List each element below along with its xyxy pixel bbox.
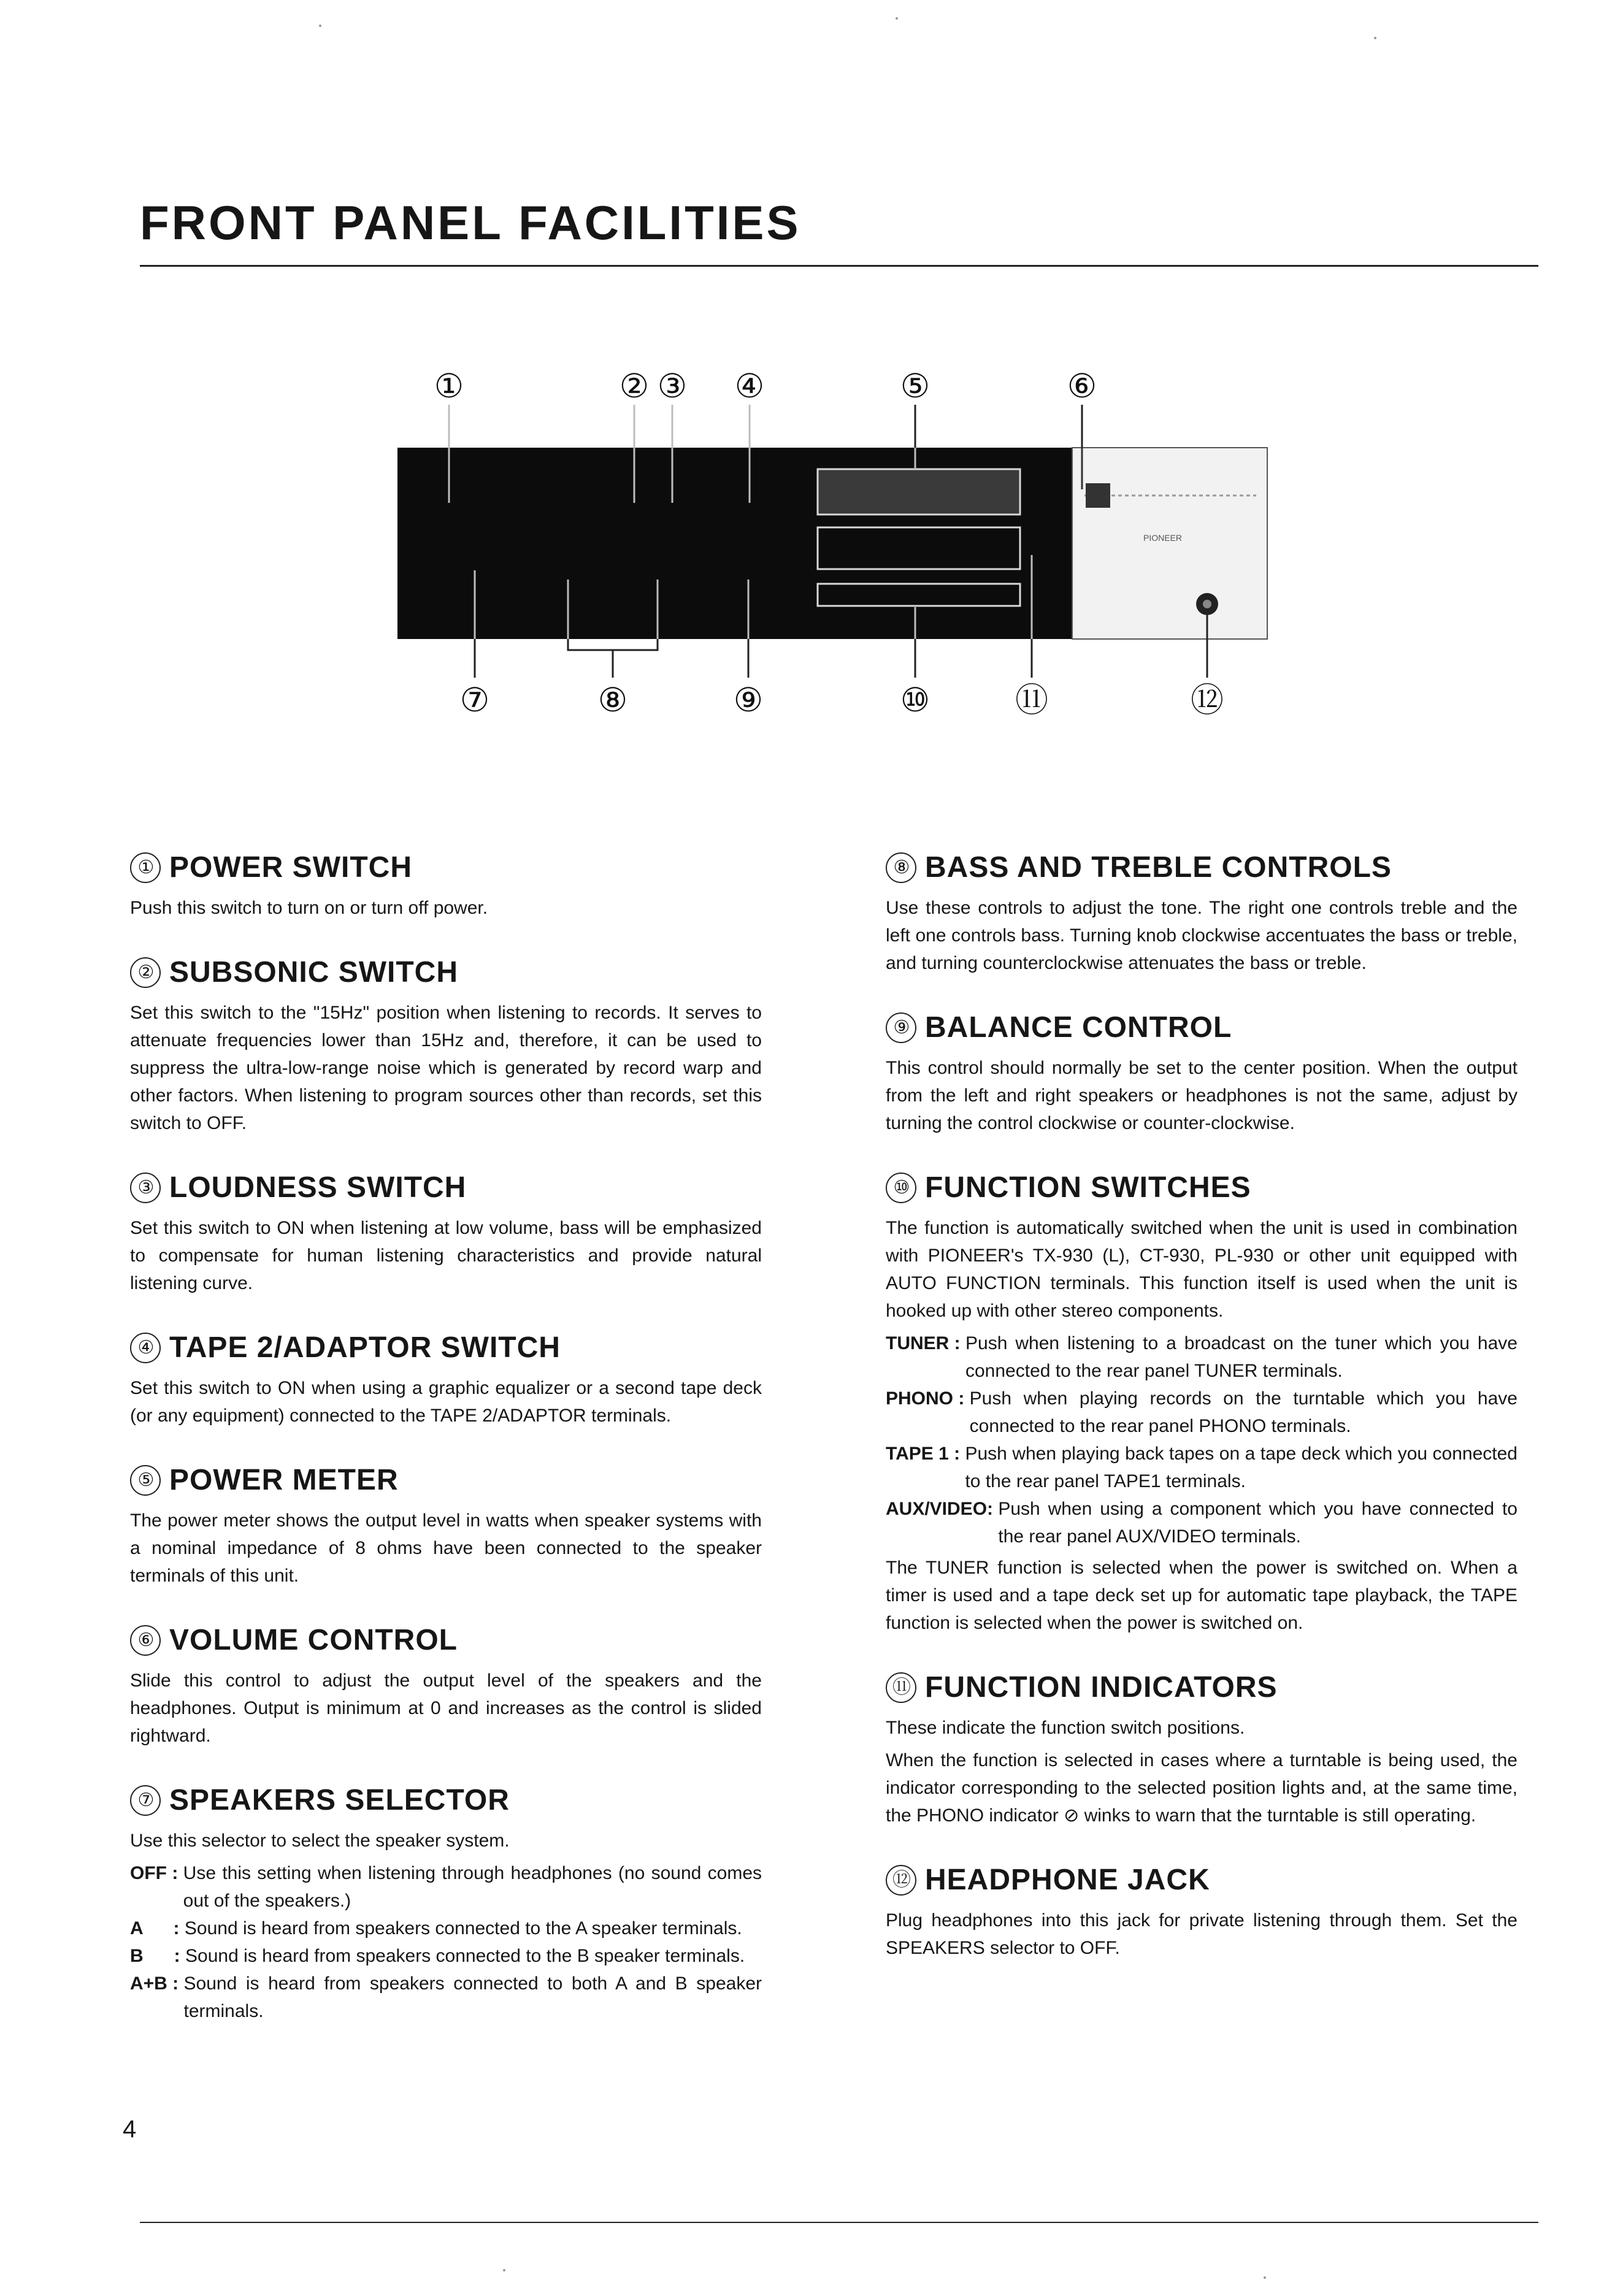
definition-term: AUX/VIDEO: (886, 1499, 999, 1519)
section (886, 1012, 1517, 1137)
section-title: HEADPHONE JACK (925, 1864, 1210, 1896)
page-number: 4 (123, 2116, 137, 2143)
definition-term: TUNER : (886, 1333, 965, 1353)
section-title: BASS AND TREBLE CONTROLS (925, 851, 1392, 884)
definition-desc: Sound is heard from speakers connected to the B speaker terminals. (185, 1946, 745, 1966)
section-title: FUNCTION INDICATORS (925, 1671, 1278, 1704)
section-title: FUNCTION SWITCHES (925, 1171, 1251, 1204)
definition-row (886, 1330, 1517, 1385)
amplifier-panel-light (1072, 448, 1267, 639)
scan-speck (1374, 37, 1376, 39)
section-paragraph: Use this selector to select the speaker system. (130, 1831, 510, 1851)
function-switch-window (818, 584, 1020, 606)
callout-2: ② (619, 368, 650, 405)
definition-row (130, 1915, 762, 1942)
top-leader-lines-outside (915, 405, 1082, 448)
definition-list (886, 1330, 1517, 1550)
bottom-callouts (460, 682, 1224, 719)
scan-speck (503, 2269, 505, 2271)
section-heading (886, 1012, 1517, 1043)
section-heading (130, 1625, 762, 1656)
section (130, 1333, 762, 1429)
definition-desc: Use this setting when listening through headphones (no sound comes out of the speakers.) (183, 1863, 762, 1911)
brand-logo: PIONEER (1143, 533, 1183, 543)
definition-term: A : (130, 1918, 185, 1938)
definition-row (886, 1440, 1517, 1495)
section-number: ② (130, 957, 161, 988)
section (886, 1865, 1517, 1962)
callout-12: ⑫ (1191, 682, 1224, 719)
section-number: ⑧ (886, 852, 916, 883)
section-paragraph: Slide this control to adjust the output level of the speakers and the headphones. Output is minimum at 0 and increases as the control is slided rightward. (130, 1670, 762, 1746)
section-number: ⑨ (886, 1012, 916, 1043)
definition-term: B : (130, 1946, 185, 1966)
section-number: ⑥ (130, 1625, 161, 1656)
definition-desc: Push when listening to a broadcast on the tuner which you have connected to the rear panel TUNER terminals. (965, 1333, 1517, 1381)
section-number: ⑫ (886, 1865, 916, 1896)
section-heading (130, 1333, 762, 1363)
section-paragraph: The power meter shows the output level in watts when speaker systems with a nominal impedance of 8 ohms have been connected to the speaker terminals of this unit. (130, 1510, 762, 1586)
callout-4: ④ (734, 368, 765, 405)
section-paragraph: Plug headphones into this jack for private listening through them. Set the SPEAKERS selector to OFF. (886, 1910, 1517, 1958)
callout-9: ⑨ (733, 682, 764, 719)
section-heading (886, 1672, 1517, 1703)
definition-term: TAPE 1 : (886, 1444, 965, 1464)
callout-6: ⑥ (1067, 368, 1097, 405)
callout-5: ⑤ (900, 368, 930, 405)
page-title: FRONT PANEL FACILITIES (140, 196, 801, 250)
section-heading (886, 1865, 1517, 1896)
section-paragraph: Set this switch to ON when listening at low volume, bass will be emphasized to compensate for human listening characteristics and provide natural listening curve. (130, 1218, 762, 1293)
section-number: ③ (130, 1173, 161, 1203)
callout-3: ③ (657, 368, 688, 405)
section-paragraph: This control should normally be set to the center position. When the output from the left and right speakers or headphones is not the same, adjust by turning the control clockwise or counter-clockwise. (886, 1058, 1517, 1133)
callout-10: ⑩ (900, 682, 930, 719)
section-paragraph: When the function is selected in cases where a turntable is being used, the indicator corresponding to the selected position lights and, at the same time, the PHONO indicator ⊘ winks to warn that the turntable is still operating. (886, 1750, 1517, 1826)
top-callouts (434, 368, 1097, 405)
definition-row (886, 1495, 1517, 1550)
definition-desc: Sound is heard from speakers connected to both A and B speaker terminals. (183, 1973, 762, 2021)
definition-term: PHONO : (886, 1388, 970, 1409)
definition-row (130, 1859, 762, 1915)
left-column (130, 852, 762, 2061)
right-column (886, 852, 1517, 1997)
definition-desc: Push when using a component which you have connected to the rear panel AUX/VIDEO terminals. (998, 1499, 1517, 1547)
definition-desc: Push when playing records on the turntable which you have connected to the rear panel PHONO terminals. (969, 1388, 1517, 1436)
definition-row (130, 1942, 762, 1970)
section (130, 1785, 762, 2025)
callout-11: ⑪ (1015, 682, 1048, 719)
section-heading (886, 1173, 1517, 1203)
section (130, 1625, 762, 1750)
section (886, 1173, 1517, 1637)
section-title: TAPE 2/ADAPTOR SWITCH (169, 1331, 561, 1364)
section-paragraph: The TUNER function is selected when the power is switched on. When a timer is used and a tape deck set up for automatic tape playback, the TAPE function is selected when the power is switched on. (886, 1558, 1517, 1633)
section-number: ④ (130, 1333, 161, 1363)
section-number: ⑦ (130, 1785, 161, 1816)
definition-desc: Push when playing back tapes on a tape deck which you connected to the rear panel TAPE1 terminals. (965, 1444, 1517, 1491)
section-paragraph: The function is automatically switched when the unit is used in combination with PIONEER's TX-930 (L), CT-930, PL-930 or other unit equipped with AUTO FUNCTION terminals. This function itself is used when the unit is hooked up with other stereo components. (886, 1218, 1517, 1321)
section-title: LOUDNESS SWITCH (169, 1171, 467, 1204)
scan-speck (319, 25, 321, 27)
volume-slider-knob (1086, 483, 1110, 508)
callout-7: ⑦ (459, 682, 490, 719)
section-heading (130, 1465, 762, 1496)
section-title: POWER SWITCH (169, 851, 412, 884)
definition-row (886, 1385, 1517, 1440)
section-paragraph: These indicate the function switch positions. (886, 1718, 1245, 1738)
section-number: ⑪ (886, 1672, 916, 1703)
title-rule (140, 265, 1538, 267)
section-paragraph: Set this switch to the "15Hz" position when listening to records. It serves to attenuate frequencies lower than 15Hz and, therefore, it can be used to suppress the ultra-low-range noise which is generated by record warp and other factors. When listening to program sources other than records, set this switch to OFF. (130, 1003, 762, 1133)
section-title: SPEAKERS SELECTOR (169, 1784, 510, 1816)
definition-desc: Sound is heard from speakers connected to the A speaker terminals. (184, 1918, 742, 1938)
definition-term: OFF : (130, 1863, 183, 1883)
section (130, 1173, 762, 1297)
section (130, 852, 762, 922)
section-heading (130, 852, 762, 883)
section-heading (130, 1785, 762, 1816)
section-title: SUBSONIC SWITCH (169, 956, 458, 989)
definition-term: A+B : (130, 1973, 184, 1994)
section (130, 1465, 762, 1590)
section-paragraph: Set this switch to ON when using a graphic equalizer or a second tape deck (or any equipment) connected to the TAPE 2/ADAPTOR terminals. (130, 1378, 762, 1426)
callout-1: ① (434, 368, 464, 405)
section (886, 852, 1517, 977)
section-title: POWER METER (169, 1464, 399, 1496)
section-title: VOLUME CONTROL (169, 1624, 458, 1656)
definition-list (130, 1859, 762, 2025)
bottom-rule (140, 2222, 1538, 2223)
section-paragraph: Use these controls to adjust the tone. The right one controls treble and the left one controls bass. Turning knob clockwise accentuates the bass or treble, and turning counterclockwise attenuates the bass or treble. (886, 898, 1517, 973)
front-panel-diagram (140, 343, 1538, 736)
section-number: ⑤ (130, 1465, 161, 1496)
section-heading (130, 1173, 762, 1203)
power-meter-window (818, 469, 1020, 515)
section-title: BALANCE CONTROL (925, 1011, 1232, 1044)
scan-speck (1264, 2276, 1266, 2279)
section (130, 957, 762, 1137)
scan-speck (896, 17, 898, 20)
headphone-jack-inner (1203, 600, 1211, 608)
callout-8: ⑧ (597, 682, 628, 719)
function-indicator-window (818, 527, 1020, 569)
definition-row (130, 1970, 762, 2025)
section-number: ⑩ (886, 1173, 916, 1203)
section (886, 1672, 1517, 1829)
section-number: ① (130, 852, 161, 883)
section-heading (886, 852, 1517, 883)
section-paragraph: Push this switch to turn on or turn off power. (130, 898, 488, 918)
section-heading (130, 957, 762, 988)
